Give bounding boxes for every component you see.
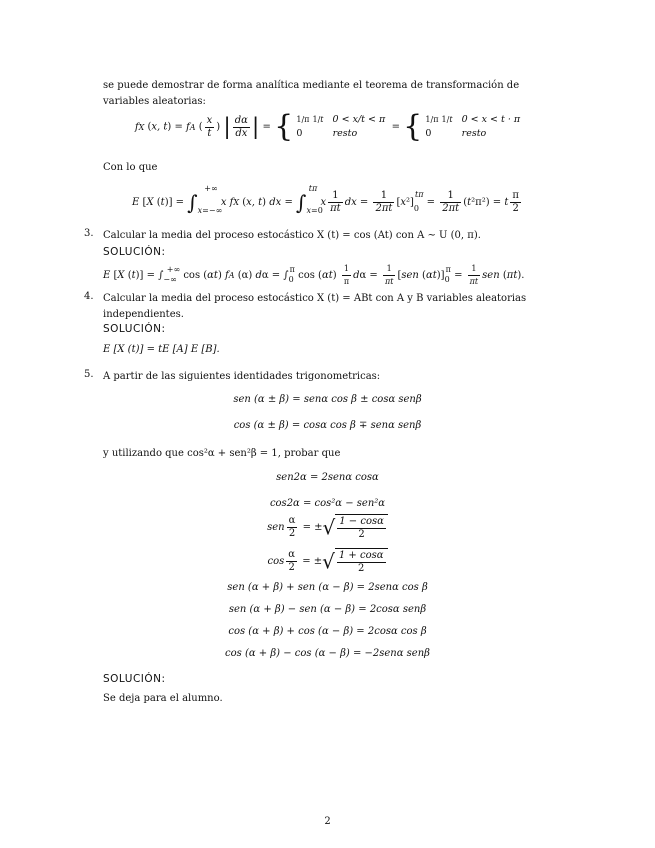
item-5-solution-label: SOLUCIÓN: — [103, 673, 166, 685]
prove-sen-half: sen $\frac{\alpha}{2}$ = ±√ $\frac{1 - \cos\alpha}{2}$ — [0, 514, 655, 541]
item-3-text: Calcular la media del proceso estocástico X (t) = cos (At) con A ∼ U (0, π). — [103, 230, 481, 241]
identity-cos: cos (α ± β) = cosα cos β ∓ senα senβ — [233, 420, 422, 431]
prove-sum-cos-minus: cos (α + β) − cos (α − β) = −2senα senβ — [225, 648, 430, 659]
prove-sum-sen-plus: sen (α + β) + sen (α − β) = 2senα cos β — [227, 582, 428, 593]
item-3-solution-label: SOLUCIÓN: — [103, 246, 166, 258]
item-4-text: Calcular la media del proceso estocástico X (t) = ABt con A y B variables aleatorias independientes. — [103, 293, 527, 320]
item-4-answer: E [X (t)] = tE [A] E [B]. — [103, 344, 220, 355]
item-3-solution-equation: E [X $(t)] = \int_{-\infty}^{+\infty}$ cos (αt) fA (α) $d\alpha = \int_0^\pi$ cos (αt) $\frac{1}{\pi}$ dα = $\frac{1}{\pi t}$ [sen $(\alpha t)]_0^\pi$ = $\frac{1}{\pi t}$ sen (πt). — [103, 264, 525, 286]
identity-sen: sen (α ± β) = senα cos β ± cosα senβ — [233, 394, 422, 405]
equation-fx: fX (x, t) = fA ( $\frac{x}{t}$ ) | $\frac{d\alpha}{dx}$ | = { 1/π 1/t 0 < x/t < π 0 resto = { 1/π 1/t 0 < x < t · π 0 resto — [134, 109, 521, 144]
prove-sum-sen-minus: sen (α + β) − sen (α − β) = 2cosα senβ — [228, 604, 427, 615]
prove-cos-half: cos $\frac{\alpha}{2}$ = ±√ $\frac{1 + \cos\alpha}{2}$ — [0, 548, 655, 575]
item-3-number: 3. — [84, 228, 94, 239]
intro-paragraph: se puede demostrar de forma analítica mediante el teorema de transformación de variables aleatorias: — [103, 80, 520, 107]
item-4-solution-label: SOLUCIÓN: — [103, 323, 166, 335]
prove-sen2a: sen2α = 2senα cosα — [276, 472, 379, 483]
item-5-util-text: y utilizando que cos²α + sen²β = 1, probar que — [103, 448, 341, 459]
item-4-number: 4. — [84, 291, 94, 302]
item-5-text: A partir de las siguientes identidades trigonometricas: — [103, 371, 381, 382]
equation-expectation: E [X $(t)] = \int_{x=-\infty}^{+\infty}$ x fX (x, t) dx = $\int_{x=0}^{t\pi}$ x $\frac{1}{\pi t}$ dx = $\frac{1}{2\pi t}$ $[x^2]_0^{t\pi}$ = $\frac{1}{2\pi t}$ (t²π²) = t $\frac{\pi}{2}$ — [132, 184, 519, 215]
prove-sum-cos-plus: cos (α + β) + cos (α − β) = 2cosα cos β — [228, 626, 427, 637]
item-5-number: 5. — [84, 369, 94, 380]
conlo-text: Con lo que — [103, 162, 158, 173]
item-5-answer: Se deja para el alumno. — [103, 693, 223, 704]
page-number: 2 — [324, 816, 331, 827]
prove-cos2a: cos2α = cos²α − sen²α — [269, 498, 386, 509]
